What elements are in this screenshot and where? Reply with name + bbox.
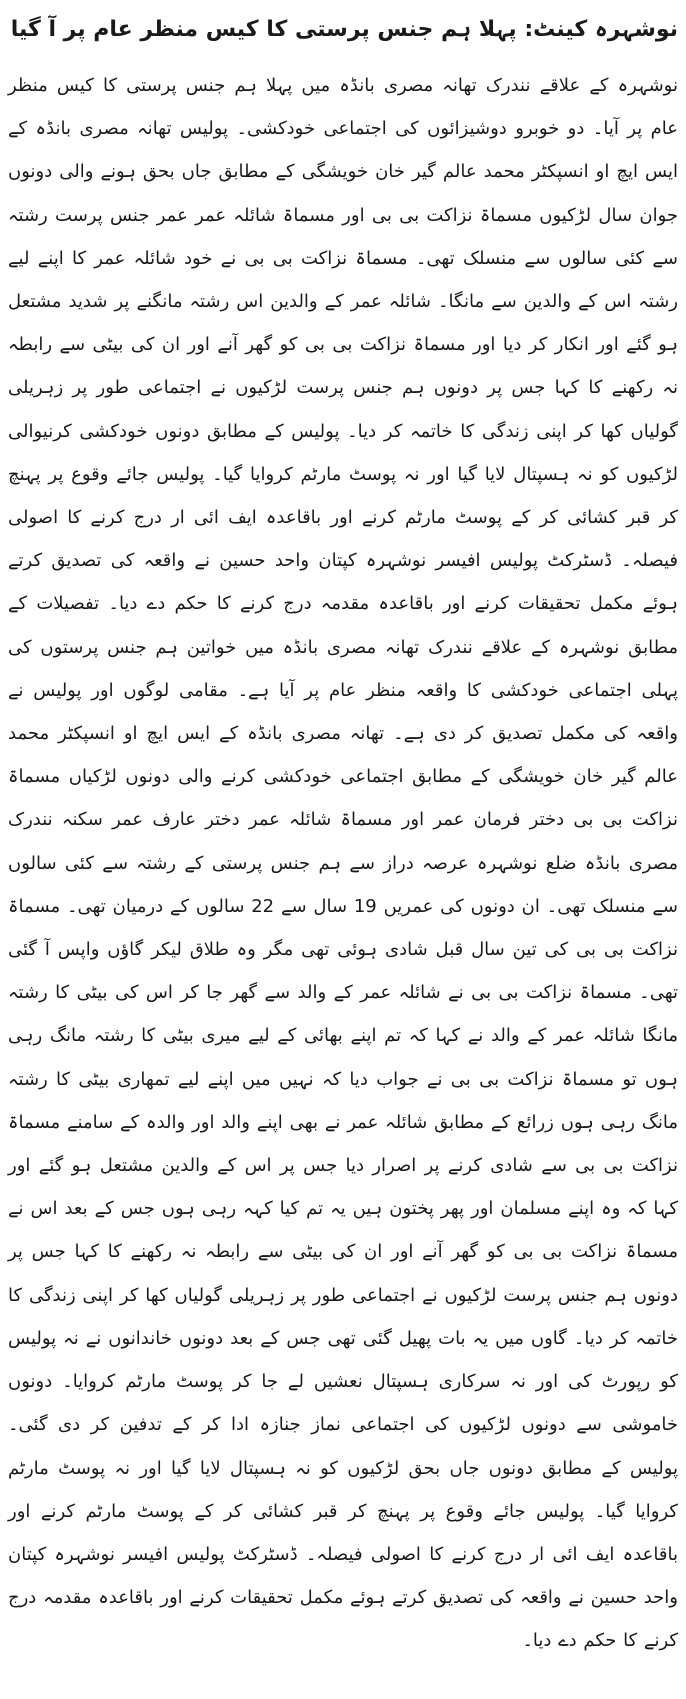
article-body: نوشہرہ کے علاقے نندرک تھانہ مصری بانڈہ میں پہلا ہم جنس پرستی کا کیس منظر عام پر آیا۔ دو خوبرو دوشیزائوں کی اجتماعی خودکشی۔ پولیس تھانہ مصری بانڈہ کے ایس ایچ او انسپکٹر محمد عالم گیر خان خویشگی کے مطابق جاں بحق ہونے والی دونوں جوان سال لڑکیوں مسماۃ نزاکت بی بی اور مسماۃ شائلہ عمر عمر جنس پرست رشتہ سے کئی سالوں سے منسلک تھی۔ مسماۃ نزاکت بی بی نے خود شائلہ عمر کا اپنے لیے رشتہ اس کے والدین سے مانگا۔ شائلہ عمر کے والدین اس رشتہ مانگنے پر شدید مشتعل ہو گئے اور انکار کر دیا اور مسماۃ نزاکت بی بی کو گھر آنے اور ان کی بیٹی سے رابطہ نہ رکھنے کا کہا جس پر دونوں ہم جنس پرست لڑکیوں نے اجتماعی طور پر زہریلی گولیاں کھا کر اپنی زندگی کا خاتمہ کر دیا۔ پولیس کے مطابق دونوں خودکشی کرنیوالی لڑکیوں کو نہ ہسپتال لایا گیا اور نہ پوسٹ مارٹم کروایا گیا۔ پولیس جائے وقوع پر پہنچ کر قبر کشائی کر کے پوسٹ مارٹم کرنے اور باقاعدہ ایف ائی ار درج کرنے کا اصولی فیصلہ۔ ڈسٹرکٹ پولیس افیسر نوشہرہ کپتان واحد حسین نے واقعہ کی تصدیق کرتے ہوئے مکمل تحقیقات کرنے اور باقاعدہ مقدمہ درج کرنے کا حکم دے دیا۔ تفصیلات کے مطابق نوشہرہ کے علاقے نندرک تھانہ مصری بانڈہ میں خواتین ہم جنس پرستوں کی پہلی اجتماعی خودکشی کا واقعہ منظر عام پر آیا ہے۔ مقامی لوگوں اور پولیس نے واقعہ کی مکمل تصدیق کر دی ہے۔ تھانہ مصری بانڈہ کے ایس ایچ او انسپکٹر محمد عالم گیر خان خویشگی کے مطابق اجتماعی خودکشی کرنے والی دونوں لڑکیاں مسماۃ نزاکت بی بی دختر فرمان عمر اور مسماۃ شائلہ عمر دختر عارف عمر سکنہ نندرک مصری بانڈہ ضلع نوشہرہ عرصہ دراز سے ہم جنس پرستی کے رشتہ سے کئی سالوں سے منسلک تھی۔ ان دونوں کی عمریں 19 سال سے 22 سالوں کے درمیان تھی۔ مسماۃ نزاکت بی بی کی تین سال قبل شادی ہوئی تھی مگر وہ طلاق لیکر گاؤں واپس آ گئی تھی۔ مسماۃ نزاکت بی بی نے شائلہ عمر کے والد سے گھر جا کر اس کی بیٹی کا رشتہ مانگا شائلہ عمر کے والد نے کہا کہ تم اپنے بھائی کے لیے میری بیٹی کا رشتہ مانگ رہی ہوں تو مسماۃ نزاکت بی بی نے جواب دیا کہ نہیں میں اپنے لیے تمھاری بیٹی کا رشتہ مانگ رہی ہوں زرائع کے مطابق شائلہ عمر نے بھی اپنے والد اور والدہ کے سامنے مسماۃ نزاکت بی بی سے شادی کرنے پر اصرار دیا جس پر اس کے والدین مشتعل ہو گئے اور کہا کہ وہ اپنے مسلمان اور پھر پختون ہیں یہ تم کیا کہہ رہی ہوں جس کے بعد اس نے مسماۃ نزاکت بی بی کو گھر آنے اور ان کی بیٹی سے رابطہ نہ رکھنے کا کہا جس پر دونوں ہم جنس پرست لڑکیوں نے اجتماعی طور پر زہریلی گولیاں کھا کر اپنی زندگی کا خاتمہ کر دیا۔ گاوں میں یہ بات پھیل گئی تھی جس کے بعد دونوں خاندانوں نے نہ پولیس کو رپورٹ کی اور نہ سرکاری ہسپتال نعشیں لے جا کر پوسٹ مارٹم کروایا۔ دونوں خاموشی سے دونوں لڑکیوں کی اجتماعی نماز جنازہ ادا کر کے تدفین کر دی گئی۔ پولیس کے مطابق دونوں جاں بحق لڑکیوں کو نہ ہسپتال لایا گیا اور نہ پوسٹ مارٹم کروایا گیا۔ پولیس جائے وقوع پر پہنچ کر قبر کشائی کر کے پوسٹ مارٹم کرنے اور باقاعدہ ایف ائی ار درج کرنے کا اصولی فیصلہ۔ ڈسٹرکٹ پولیس افیسر نوشہرہ کپتان واحد حسین نے واقعہ کی تصدیق کرتے ہوئے مکمل تحقیقات کرنے اور باقاعدہ مقدمہ درج کرنے کا حکم دے دیا۔ [8, 75, 678, 1652]
article-headline: نوشہرہ کینٹ: پہلا ہم جنس پرستی کا کیس منظر عام پر آ گیا [10, 17, 678, 42]
